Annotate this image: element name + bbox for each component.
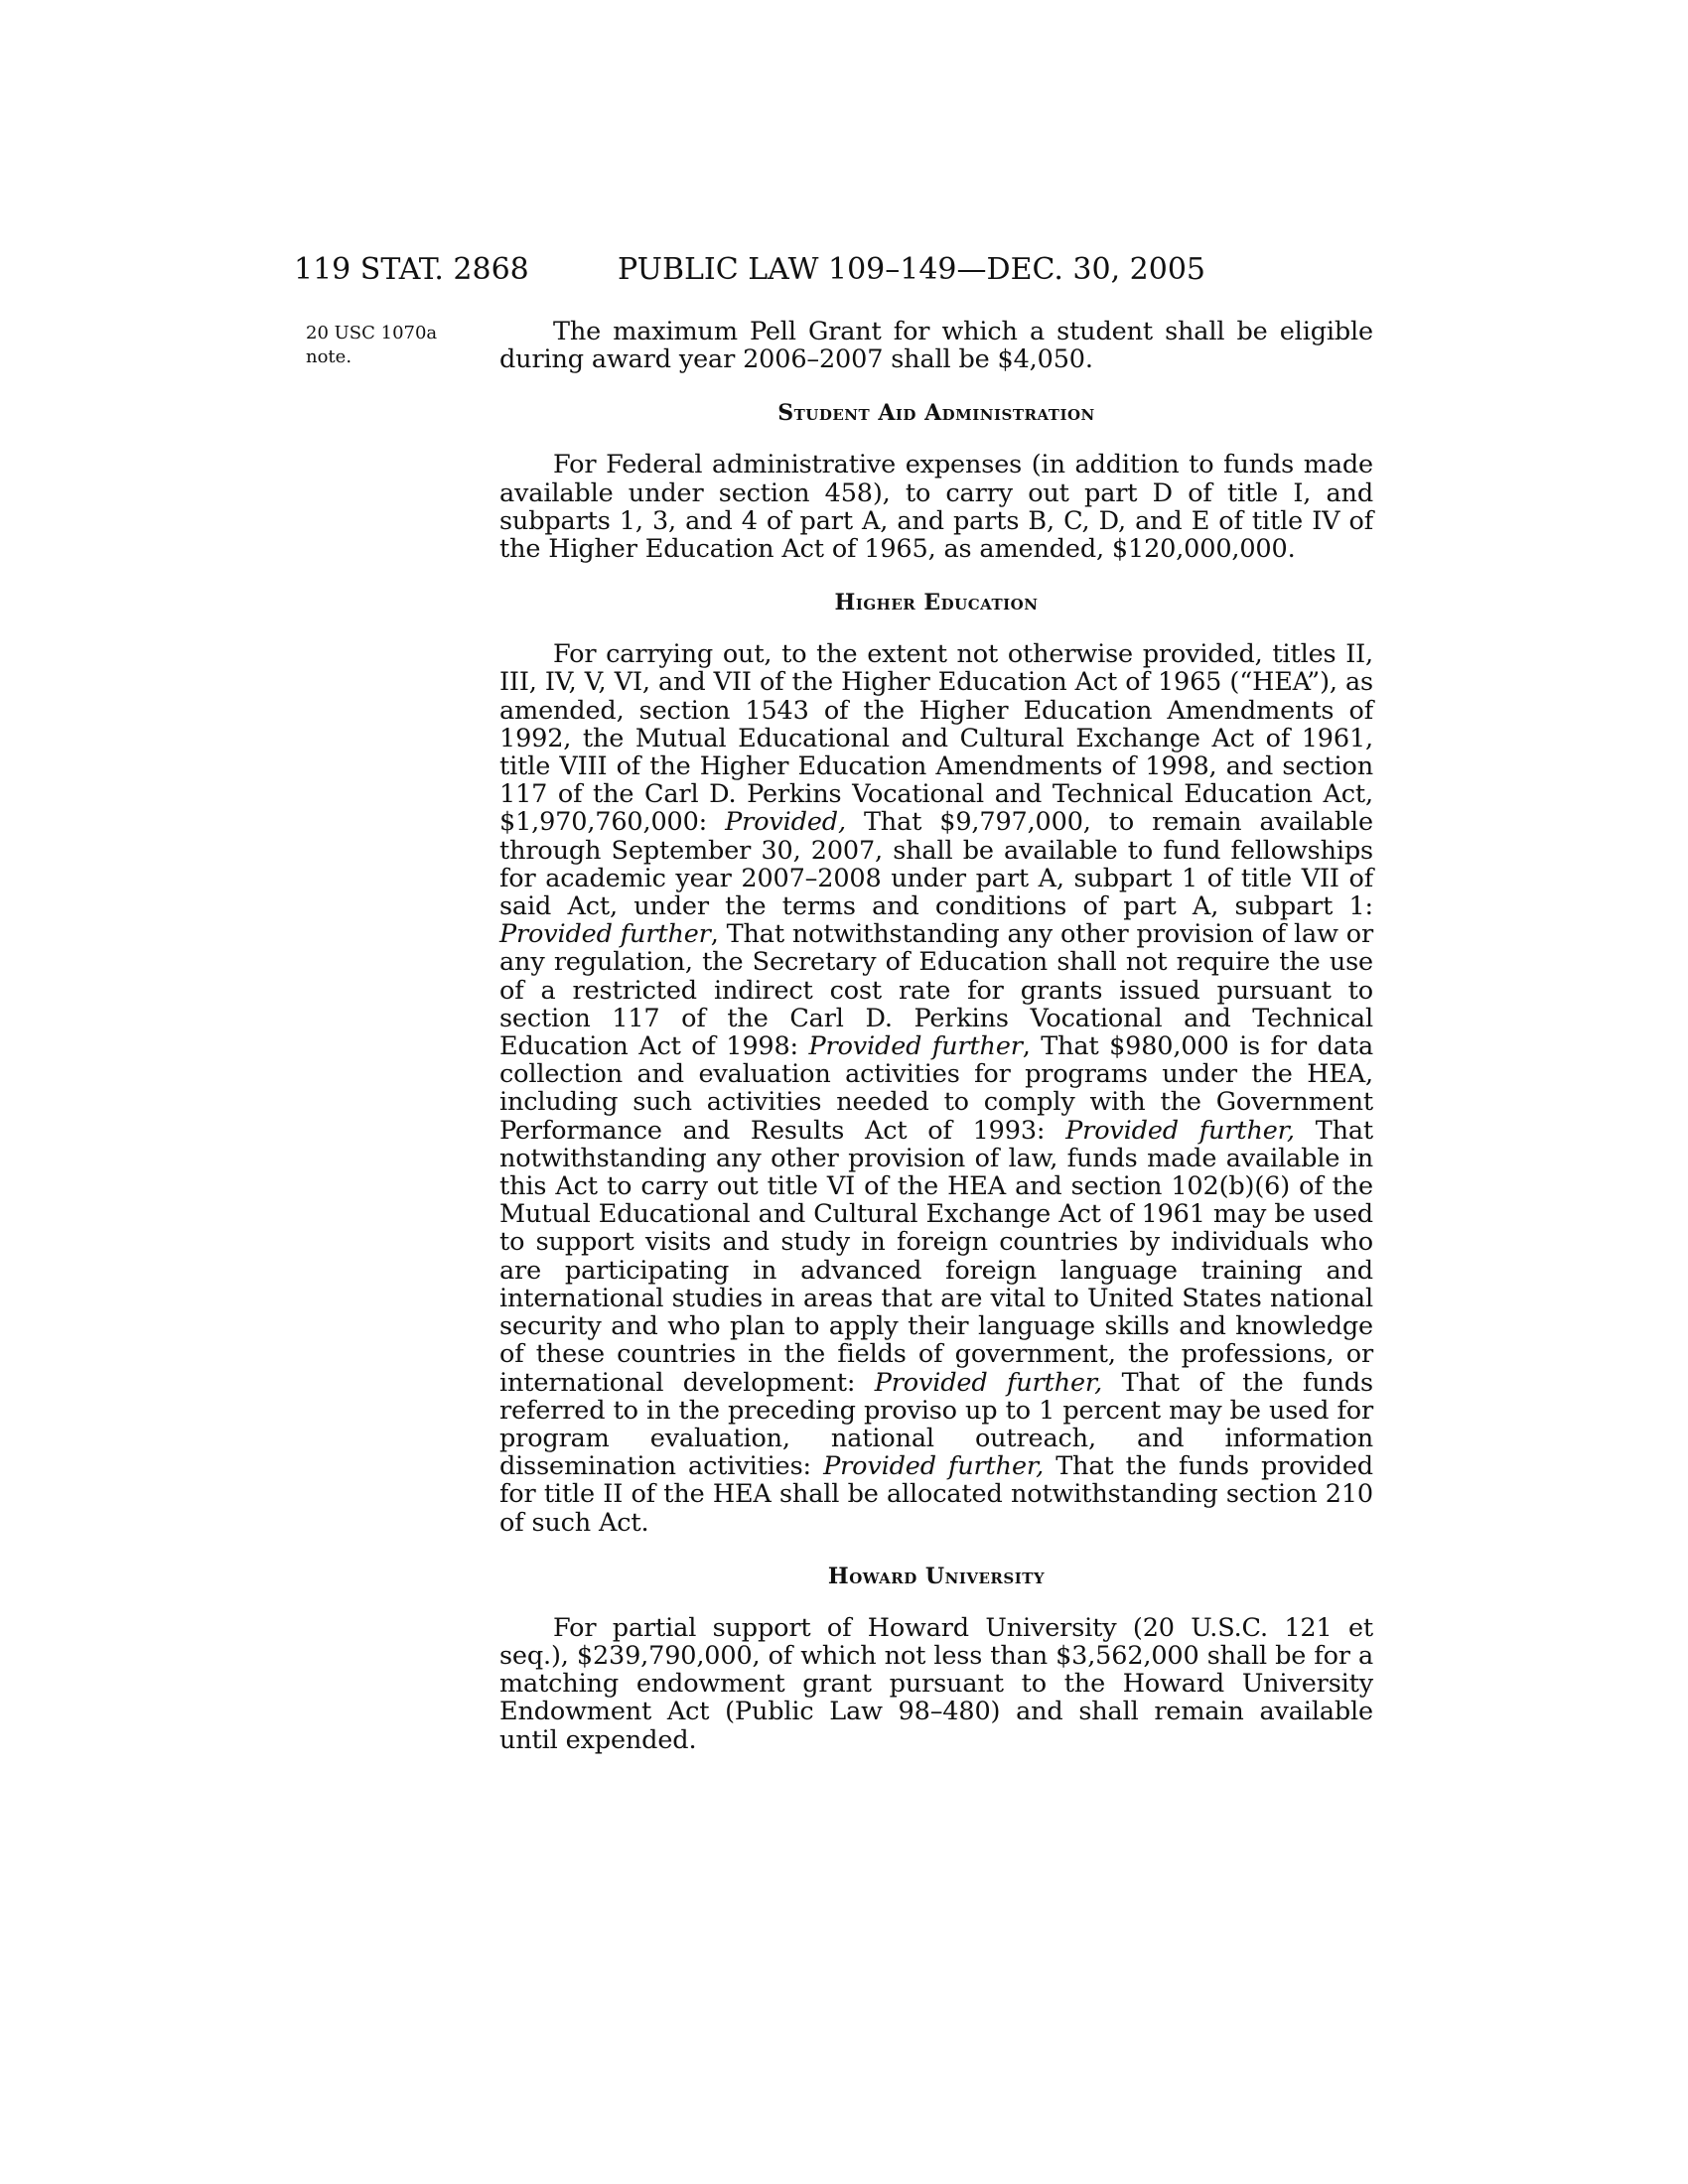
text-run: , That $980,000 is for data collection and evaluation activities for programs under the HEA, including such activities needed to comply with the Government Performance and Results Act of 1993: bbox=[499, 1031, 1373, 1146]
proviso-italic: Provided further bbox=[808, 1031, 1023, 1062]
proviso-italic: Provided further, bbox=[823, 1451, 1045, 1482]
section-heading-howard-university: Howard University bbox=[827, 1563, 1046, 1589]
public-law-title: PUBLIC LAW 109–149—DEC. 30, 2005 bbox=[618, 252, 1206, 287]
proviso-italic: Provided further, bbox=[874, 1367, 1103, 1398]
text-run: , That notwithstanding any other provision of law or any regulation, the Secretary of Education shall not require the use of a restricted indirect cost rate for grants issued pursuant to section 117 of the Carl D. Perkins Vocational and Technical Education Act of 1998: bbox=[499, 919, 1373, 1062]
section-heading-student-aid: Student Aid Administration bbox=[777, 400, 1095, 427]
margin-note bbox=[306, 322, 465, 369]
pell-grant-paragraph: The maximum Pell Grant for which a student shall be eligible during award year 2006–2007 shall be $4,050. bbox=[499, 317, 1373, 375]
text-run: That $9,797,000, to remain available through September 30, 2007, shall be available to fund fellowships for academic year 2007–2008 under part A, subpart 1 of title VII of said Act, under the terms and conditions of part A, subpart 1: bbox=[499, 807, 1373, 922]
proviso-italic: Provided further, bbox=[1065, 1115, 1295, 1146]
margin-note-label: note. bbox=[306, 346, 352, 367]
proviso-italic: Provided, bbox=[725, 807, 846, 838]
section-heading-higher-education: Higher Education bbox=[834, 590, 1039, 616]
student-aid-paragraph: For Federal administrative expenses (in addition to funds made available under section 458), to carry out part D of title I, and subparts 1, 3, and 4 of part A, and parts B, C, D, and E of title IV of the Higher Education Act of 1965, as amended, $120,000,000. bbox=[499, 450, 1373, 565]
margin-note-citation: 20 USC 1070a bbox=[306, 323, 438, 343]
document-body bbox=[499, 318, 1373, 1754]
proviso-italic: Provided further bbox=[499, 919, 711, 950]
text-run: For carrying out, to the extent not otherwise provided, titles II, III, IV, V, VI, and VII of the Higher Education Act of 1965 (“HEA”), as amended, section 1543 of the Higher Education Amendments of 1992, the Mutual Educational and Cultural Exchange Act of 1961, title VIII of the Higher Education Amendments of 1998, and section 117 of the Carl D. Perkins Vocational and Technical Education Act, $1,970,760,000: bbox=[499, 639, 1373, 838]
text-run: That of the funds referred to in the preceding proviso up to 1 percent may be used for program evaluation, national outreach, and information dissemination activities: bbox=[499, 1367, 1373, 1482]
higher-education-paragraph bbox=[499, 640, 1373, 1537]
howard-university-paragraph: For partial support of Howard University (20 U.S.C. 121 et seq.), $239,790,000, of which not less than $3,562,000 shall be for a matching endowment grant pursuant to the Howard University Endowment Act (Public Law 98–480) and shall remain available until expended. bbox=[499, 1612, 1373, 1755]
page-header bbox=[294, 250, 1366, 290]
text-run: That the funds provided for title II of the HEA shall be allocated notwithstanding section 210 of such Act. bbox=[499, 1451, 1373, 1538]
text-run: That notwithstanding any other provision of law, funds made available in this Act to carry out title VI of the HEA and section 102(b)(6) of the Mutual Educational and Cultural Exchange Act of 1961 may be used to support visits and study in foreign countries by individuals who are participating in advanced foreign language training and international studies in areas that are vital to United States national security and who plan to apply their language skills and knowledge of these countries in the fields of government, the professions, or international development: bbox=[499, 1115, 1373, 1398]
statute-page-number: 119 STAT. 2868 bbox=[294, 252, 529, 287]
